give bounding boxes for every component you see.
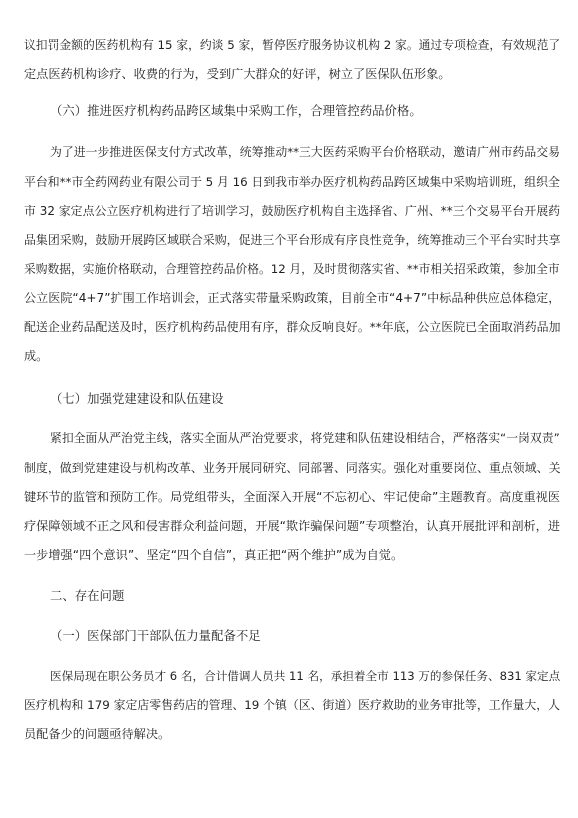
text-line: 为了进一步推进医保支付方式改革，统筹推动**三大医药采购平台价格联动，邀请广州市药品交易 xyxy=(50,145,560,159)
section-heading: （七）加强党建建设和队伍建设 xyxy=(50,391,224,406)
part-heading: 二、存在问题 xyxy=(50,588,125,603)
text-line: 紧扣全面从严治党主线，落实全面从严治党要求，将党建和队伍建设相结合，严格落实“一岗双责” xyxy=(50,431,560,445)
section-heading: （一）医保部门干部队伍力量配备不足 xyxy=(50,628,261,643)
text-line: 疗保障领域不正之风和侵害群众利益问题，开展“欺诈骗保问题”专项整治，认真开展批评和剖析，进 xyxy=(24,519,561,533)
section-heading: （六）推进医疗机构药品跨区域集中采购工作，合理管控药品价格。 xyxy=(50,103,422,118)
text-line: 一步增强“四个意识”、坚定“四个自信”，真正把“两个维护”成为自觉。 xyxy=(24,548,404,562)
text-line: 成。 xyxy=(24,349,49,363)
text-line: 键环节的监管和预防工作。局党组带头，全面深入开展“不忘初心、牢记使命”主题教育。高度重视医 xyxy=(24,490,561,504)
text-line: 平台和**市全药网药业有限公司于 5 月 16 日到我市举办医疗机构药品跨区域集中采购培训班，组织全 xyxy=(24,175,560,189)
text-line: 公立医院“4+7”扩围工作培训会，正式落实带量采购政策，目前全市“4+7”中标品种供应总体稳定， xyxy=(24,291,561,305)
text-line: 配送企业药品配送及时，医疗机构药品使用有序，群众反响良好。**年底，公立医院已全面取消药品加 xyxy=(24,320,561,334)
text-line: 市 32 家定点公立医疗机构进行了培训学习，鼓励医疗机构自主选择省、广州、**三个交易平台开展药 xyxy=(24,204,561,218)
text-line: 采购数据，实施价格联动，合理管控药品价格。12 月，及时贯彻落实省、**市相关招采政策，参加全市 xyxy=(24,262,560,276)
text-line: 品集团采购，鼓励开展跨区域联合采购，促进三个平台形成有序良性竞争，统筹推动三个平台实时共享 xyxy=(24,233,561,247)
text-line: 员配备少的问题亟待解决。 xyxy=(24,727,171,741)
text-line: 医保局现在职公务员才 6 名，合计借调人员共 11 名，承担着全市 113 万的参保任务、831 家定点 xyxy=(50,669,561,683)
text-line: 议扣罚金额的医药机构有 15 家，约谈 5 家，暂停医疗服务协议机构 2 家。通过专项检查，有效规范了 xyxy=(24,38,561,52)
text-line: 制度，做到党建建设与机构改革、业务开展同研究、同部署、同落实。强化对重要岗位、重点领域、关 xyxy=(24,461,561,475)
text-line: 定点医药机构诊疗、收费的行为，受到广大群众的好评，树立了医保队伍形象。 xyxy=(24,67,451,81)
text-line: 医疗机构和 179 家定店零售药店的管理、19 个镇（区、街道）医疗救助的业务审批等，工作量大，人 xyxy=(24,698,560,712)
